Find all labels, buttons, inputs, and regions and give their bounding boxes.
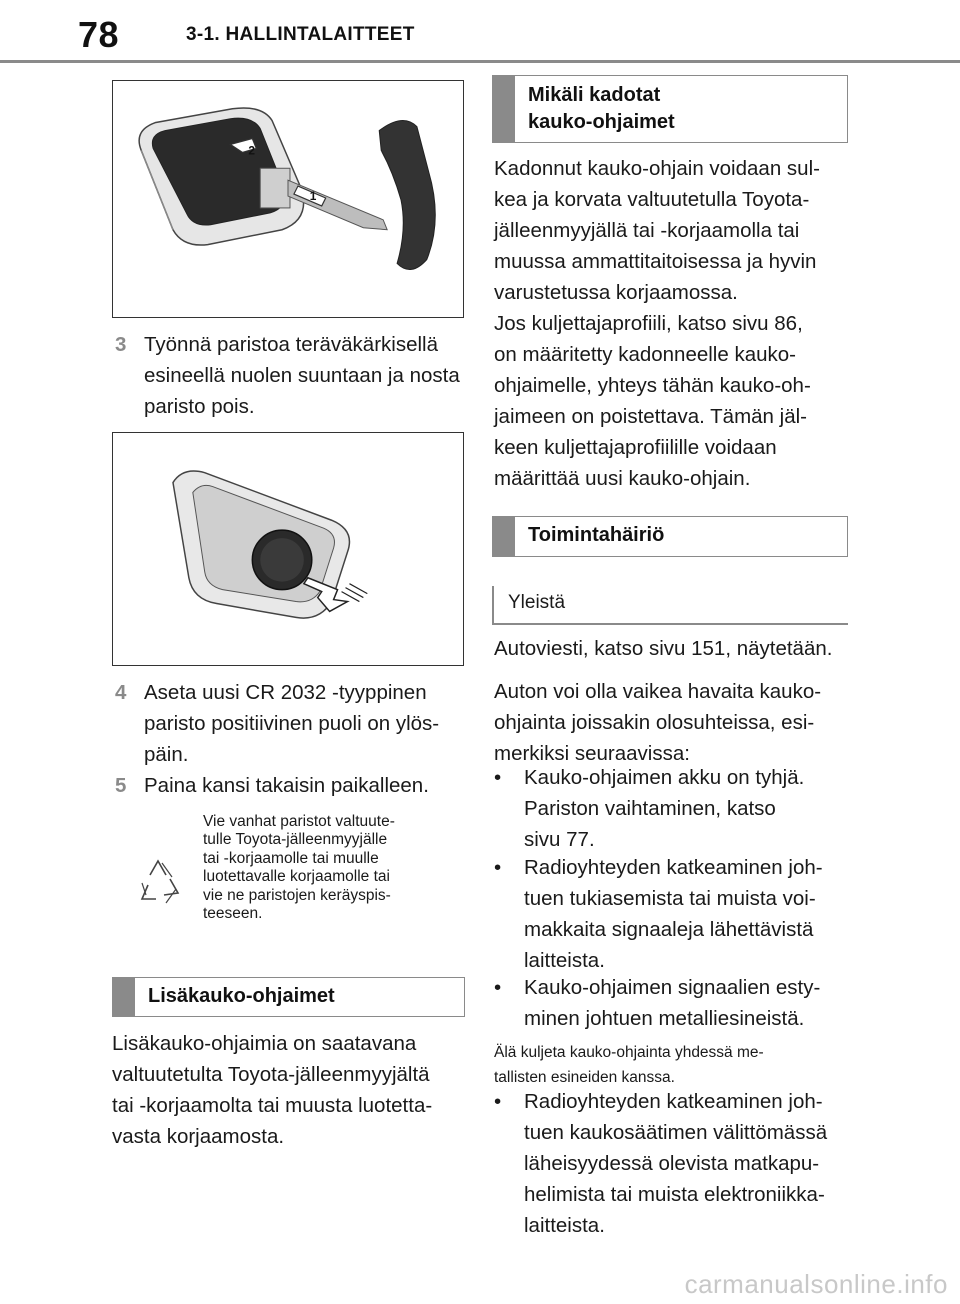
step-3: [115, 329, 465, 422]
text-line: tuen tukiasemista tai muista voi-: [524, 887, 816, 910]
step-text: Työnnä paristoa teräväkärkisellä esineellä nuolen suuntaan ja nosta paristo pois.: [144, 333, 460, 418]
step-text: Aseta uusi CR 2032 -tyyppinen paristo positiivinen puoli on ylös-päin.: [144, 681, 440, 766]
text-line: Lisäkauko-ohjaimia on saatavana: [112, 1032, 417, 1055]
text-line: Radioyhteyden katkeaminen joh-: [524, 856, 823, 879]
lisakauko-paragraph: [112, 1028, 472, 1152]
text-line: Radioyhteyden katkeaminen joh-: [524, 1090, 823, 1113]
bullet-item: [494, 762, 854, 855]
text-line: ohjaimelle, yhteys tähän kauko-oh-: [494, 374, 811, 397]
bullet-dot: •: [494, 856, 502, 879]
recycle-note: [203, 813, 465, 923]
heading-bar: [493, 76, 515, 142]
heading-label: Toimintahäiriö: [528, 524, 665, 546]
heading-bar: [113, 978, 135, 1016]
step-5: [115, 770, 465, 801]
text-line: tai -korjaamolta tai muusta luotetta-: [112, 1094, 433, 1117]
key-open-illustration: [113, 81, 463, 317]
recycle-icon: [136, 855, 184, 911]
kadotat-paragraph-1: [494, 153, 854, 308]
bullet-item: [494, 1086, 854, 1241]
step-text: Paina kansi takaisin paikalleen.: [144, 774, 429, 797]
note-line: luotettavalle korjaamolle tai: [203, 868, 390, 886]
heading-toimintahairio: [492, 516, 848, 557]
text-line: minen johtuen metalliesineistä.: [524, 1007, 805, 1030]
text-line: muussa ammattitaitoisessa ja hyvin: [494, 250, 817, 273]
callout-1: 1: [309, 188, 317, 203]
text-line: kea ja korvata valtuutetulla Toyota-: [494, 188, 810, 211]
text-line: valtuutetulta Toyota-jälleenmyyjältä: [112, 1063, 430, 1086]
heading-label-1: Mikäli kadotat: [528, 84, 661, 106]
figure-key-open: [112, 80, 464, 318]
subheading-underline: [492, 623, 848, 625]
figure-battery: [112, 432, 464, 666]
battery-illustration: [113, 433, 463, 665]
bullet-item: [494, 852, 854, 976]
text-line: keen kuljettajaprofiilille voidaan: [494, 436, 777, 459]
text-line: läheisyydessä olevista matkapu-: [524, 1152, 820, 1175]
step-number: 3: [115, 333, 127, 356]
small-note: [494, 1040, 854, 1090]
text-line: Jos kuljettajaprofiili, katso sivu 86,: [494, 312, 803, 335]
page-number: 78: [78, 14, 120, 55]
text-line: vasta korjaamosta.: [112, 1125, 285, 1148]
text-line: tallisten esineiden kanssa.: [494, 1069, 675, 1086]
step-number: 5: [115, 774, 127, 797]
note-line: tulle Toyota-jälleenmyyjälle: [203, 831, 388, 849]
text-line: jaimeen on poistettava. Tämän jäl-: [494, 405, 807, 428]
note-line: teeseen.: [203, 905, 263, 923]
kadotat-paragraph-2: [494, 308, 854, 494]
text-line: Kauko-ohjaimen signaalien esty-: [524, 976, 821, 999]
heading-lisakauko: [112, 977, 465, 1017]
heading-kadotat: [492, 75, 848, 143]
text-line: laitteista.: [524, 949, 605, 972]
watermark: carmanualsonline.info: [684, 1269, 948, 1299]
note-line: vie ne paristojen keräyspis-: [203, 886, 391, 904]
header-rule: [0, 60, 960, 63]
subheading-yleista: Yleistä: [508, 592, 566, 613]
text-line: helimista tai muista elektroniikka-: [524, 1183, 825, 1206]
note-line: tai -korjaamolle tai muulle: [203, 849, 379, 867]
callout-2: 2: [248, 143, 255, 158]
bullet-dot: •: [494, 976, 502, 999]
text-line: ohjainta joissakin olosuhteissa, esi-: [494, 711, 815, 734]
bullet-dot: •: [494, 766, 502, 789]
text-line: määrittää uusi kauko-ohjain.: [494, 467, 751, 490]
heading-bar: [493, 517, 515, 556]
step-4: [115, 677, 465, 770]
step-number: 4: [115, 681, 127, 704]
text-line: Kauko-ohjaimen akku on tyhjä.: [524, 766, 805, 789]
text-line: varustetussa korjaamossa.: [494, 281, 738, 304]
heading-label-2: kauko-ohjaimet: [528, 111, 675, 133]
text-line: laitteista.: [524, 1214, 605, 1237]
text-line: Pariston vaihtaminen, katso: [524, 797, 776, 820]
text-line: Kadonnut kauko-ohjain voidaan sul-: [494, 157, 820, 180]
text-line: makkaita signaaleja lähettävistä: [524, 918, 814, 941]
text-line: tuen kaukosäätimen välittömässä: [524, 1121, 828, 1144]
subheading-rule: [492, 586, 494, 624]
bullet-item: [494, 972, 854, 1034]
section-title: 3-1. HALLINTALAITTEET: [186, 24, 415, 45]
text-line: on määritetty kadonneelle kauko-: [494, 343, 796, 366]
text-line: jälleenmyyjällä tai -korjaamolla tai: [494, 219, 800, 242]
note-line: Vie vanhat paristot valtuute-: [203, 813, 395, 830]
bullet-dot: •: [494, 1090, 502, 1113]
text-line: sivu 77.: [524, 828, 595, 851]
text-line: Älä kuljeta kauko-ohjainta yhdessä me-: [494, 1044, 764, 1061]
text-line: merkiksi seuraavissa:: [494, 742, 690, 765]
heading-label: Lisäkauko-ohjaimet: [148, 985, 335, 1007]
toiminta-paragraph-1: Autoviesti, katso sivu 151, näytetään.: [494, 637, 833, 660]
text-line: Auton voi olla vaikea havaita kauko-: [494, 680, 822, 703]
toiminta-paragraph-2: [494, 676, 854, 769]
